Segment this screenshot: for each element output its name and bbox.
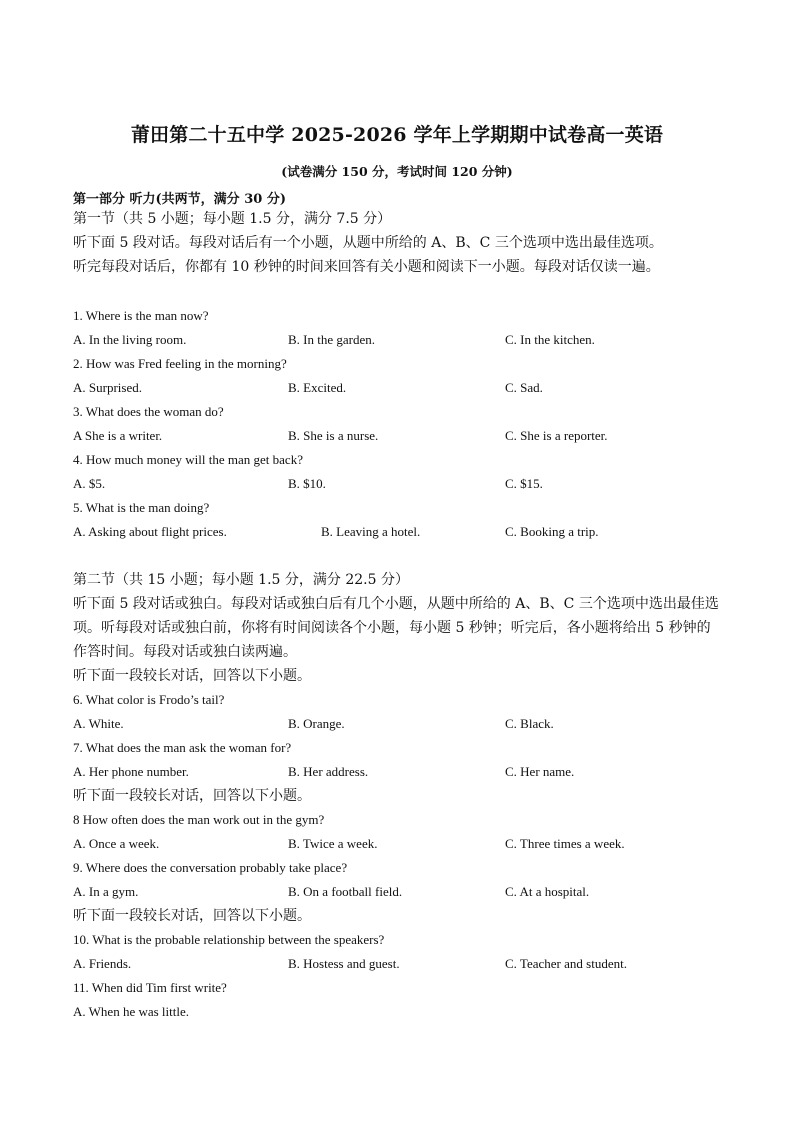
q3-option-a: A She is a writer. xyxy=(73,428,163,443)
long-dialogue-note-1: 听下面一段较长对话，回答以下小题。 xyxy=(73,668,311,684)
exam-subtitle: (试卷满分 150 分，考试时间 120 分钟) xyxy=(281,164,513,179)
long-dialogue-note-2: 听下面一段较长对话，回答以下小题。 xyxy=(73,788,311,804)
section1-instruction-line1: 听下面 5 段对话。每段对话后有一个小题，从题中所给的 A、B、C 三个选项中选出最佳选项。 xyxy=(73,235,663,251)
q7-option-b: B. Her address. xyxy=(288,764,369,779)
q8-option-b: B. Twice a week. xyxy=(288,836,378,851)
q2-option-a: A. Surprised. xyxy=(73,380,142,395)
q10-option-b: B. Hostess and guest. xyxy=(288,956,400,971)
q4-option-b: B. $10. xyxy=(288,476,326,491)
question-10: 10. What is the probable relationship between the speakers? xyxy=(73,932,385,947)
long-dialogue-note-3: 听下面一段较长对话，回答以下小题。 xyxy=(73,908,311,924)
q6-option-c: C. Black. xyxy=(505,716,554,731)
q6-option-a: A. White. xyxy=(73,716,124,731)
q7-option-a: A. Her phone number. xyxy=(73,764,189,779)
q3-option-c: C. She is a reporter. xyxy=(505,428,608,443)
section2-heading: 第二节（共 15 小题；每小题 1.5 分，满分 22.5 分） xyxy=(73,572,409,588)
question-1: 1. Where is the man now? xyxy=(73,308,209,323)
question-9: 9. Where does the conversation probably take place? xyxy=(73,860,348,875)
q5-option-c: C. Booking a trip. xyxy=(505,524,599,539)
q9-option-b: B. On a football field. xyxy=(288,884,403,899)
question-7: 7. What does the man ask the woman for? xyxy=(73,740,292,755)
question-5: 5. What is the man doing? xyxy=(73,500,210,515)
q1-option-c: C. In the kitchen. xyxy=(505,332,595,347)
q4-option-a: A. $5. xyxy=(73,476,106,491)
q8-option-a: A. Once a week. xyxy=(73,836,160,851)
q8-option-c: C. Three times a week. xyxy=(505,836,625,851)
q3-option-b: B. She is a nurse. xyxy=(288,428,379,443)
question-2: 2. How was Fred feeling in the morning? xyxy=(73,356,287,371)
section1-instruction-line2: 听完每段对话后，你都有 10 秒钟的时间来回答有关小题和阅读下一小题。每段对话仅读一遍。 xyxy=(73,259,660,275)
q5-option-b: B. Leaving a hotel. xyxy=(321,524,421,539)
q10-option-a: A. Friends. xyxy=(73,956,132,971)
q7-option-c: C. Her name. xyxy=(505,764,575,779)
question-8: 8 How often does the man work out in the gym? xyxy=(73,812,325,827)
q2-option-c: C. Sad. xyxy=(505,380,543,395)
q2-option-b: B. Excited. xyxy=(288,380,347,395)
question-11: 11. When did Tim first write? xyxy=(73,980,227,995)
q9-option-c: C. At a hospital. xyxy=(505,884,590,899)
question-3: 3. What does the woman do? xyxy=(73,404,224,419)
section1-heading: 第一节（共 5 小题；每小题 1.5 分，满分 7.5 分） xyxy=(73,211,392,227)
section2-instructions: 听下面 5 段对话或独白。每段对话或独白后有几个小题，从题中所给的 A、B、C 三个选项中选出最佳选项。听每段对话或独白前，你将有时间阅读各个小题，每小题 5 秒钟；听完后，各小题将给出 5 秒钟的作答时间。每段对话或独白读两遍。 xyxy=(73,596,719,660)
q4-option-c: C. $15. xyxy=(505,476,543,491)
q1-option-b: B. In the garden. xyxy=(288,332,376,347)
question-6: 6. What color is Frodo’s tail? xyxy=(73,692,225,707)
q9-option-a: A. In a gym. xyxy=(73,884,139,899)
exam-title: 莆田第二十五中学 2025-2026 学年上学期期中试卷高一英语 xyxy=(130,124,664,146)
q6-option-b: B. Orange. xyxy=(288,716,345,731)
q5-option-a: A. Asking about flight prices. xyxy=(73,524,227,539)
q10-option-c: C. Teacher and student. xyxy=(505,956,627,971)
q11-option-a: A. When he was little. xyxy=(73,1004,190,1019)
q1-option-a: A. In the living room. xyxy=(73,332,187,347)
part1-heading: 第一部分 听力(共两节，满分 30 分) xyxy=(73,192,286,207)
question-4: 4. How much money will the man get back? xyxy=(73,452,303,467)
